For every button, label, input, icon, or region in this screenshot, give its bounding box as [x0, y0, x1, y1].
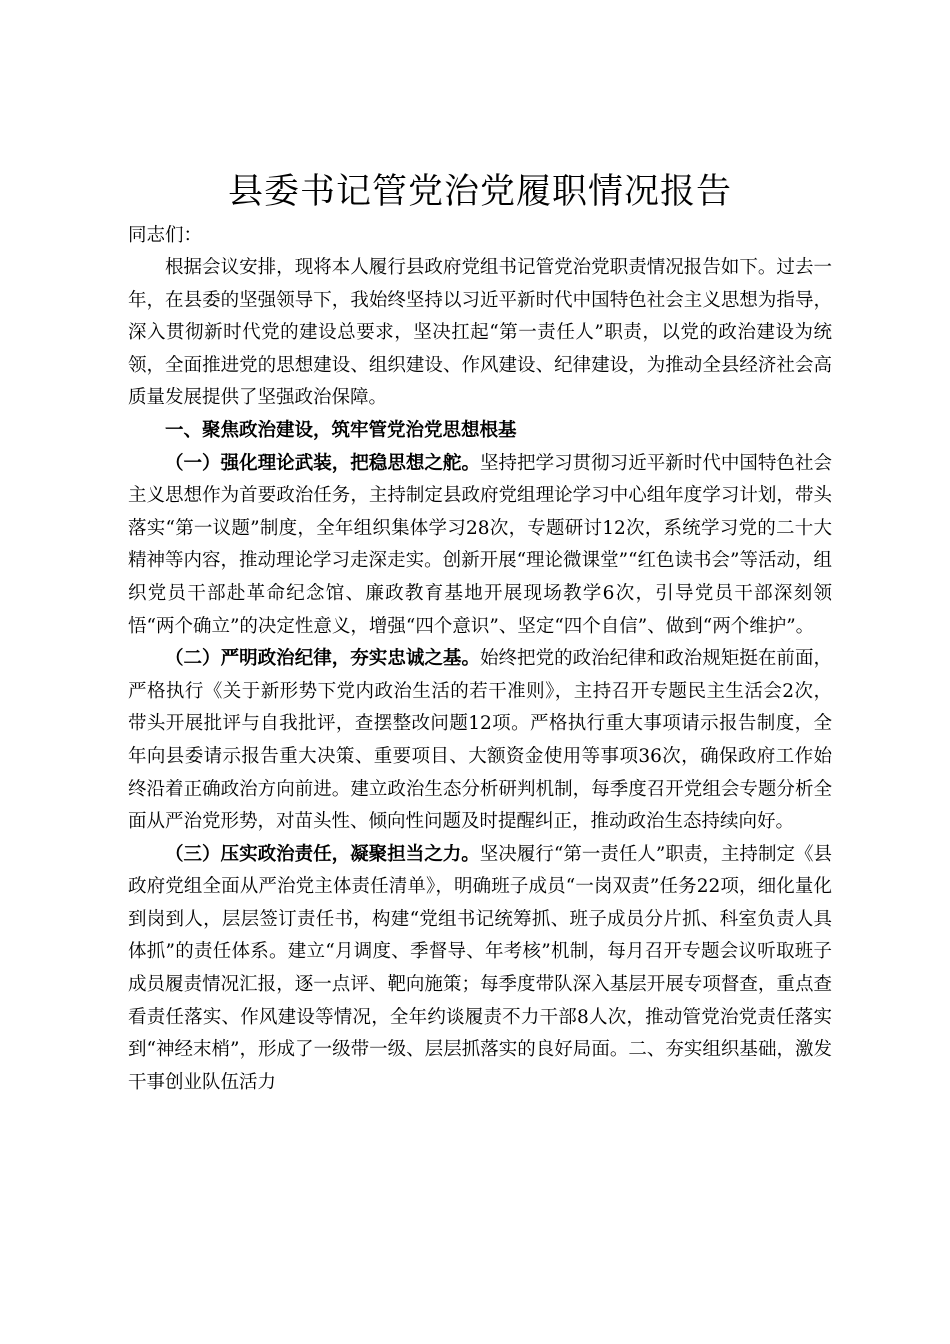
subsection-lead: （二）严明政治纪律，夯实忠诚之基。: [165, 648, 480, 670]
salutation: 同志们：: [128, 225, 203, 246]
subsection-paragraph: [128, 839, 832, 1100]
subsection-body: 始终把党的政治纪律和政治规矩挺在前面，严格执行《关于新形势下党内政治生活的若干准则》，主持召开专题民主生活会2次，带头开展批评与自我批评，查摆整改问题12项。严格执行重大事项请示报告制度，全年向县委请示报告重大决策、重要项目、大额资金使用等事项36次，确保政府工作始终沿着正确政治方向前进。建立政治生态分析研判机制，每季度召开党组会专题分析全面从严治党形势，对苗头性、倾向性问题及时提醒纠正，推动政治生态持续向好。: [128, 648, 832, 833]
document-title: 县委书记管党治党履职情况报告: [227, 172, 732, 212]
document-page: [128, 168, 832, 1099]
subsection-lead: （一）强化理论武装，把稳思想之舵。: [165, 452, 480, 474]
subsection-body: 坚决履行“第一责任人”职责，主持制定《县政府党组全面从严治党主体责任清单》，明确班子成员“一岗双责”任务22项，细化量化到岗到人，层层签订责任书，构建“党组书记统筹抓、班子成员分片抓、科室负责人具体抓”的责任体系。建立“月调度、季督导、年考核”机制，每月召开专题会议听取班子成员履责情况汇报，逐一点评、靶向施策；每季度带队深入基层开展专项督查，重点查看责任落实、作风建设等情况，全年约谈履责不力干部8人次，推动管党治党责任落实到“神经末梢”，形成了一级带一级、层层抓落实的良好局面。二、夯实组织基础，激发干事创业队伍活力: [128, 843, 832, 1093]
subsection-paragraph: [128, 448, 832, 644]
section-heading: 一、聚焦政治建设，筑牢管党治党思想根基: [165, 419, 517, 441]
intro-paragraph: 根据会议安排，现将本人履行县政府党组书记管党治党职责情况报告如下。过去一年，在县委的坚强领导下，我始终坚持以习近平新时代中国特色社会主义思想为指导，深入贯彻新时代党的建设总要求，坚决扛起“第一责任人”职责，以党的政治建设为统领，全面推进党的思想建设、组织建设、作风建设、纪律建设，为推动全县经济社会高质量发展提供了坚强政治保障。: [128, 257, 832, 409]
subsection-lead: （三）压实政治责任，凝聚担当之力。: [165, 843, 480, 865]
subsection-paragraph: [128, 643, 832, 839]
subsection-body: 坚持把学习贯彻习近平新时代中国特色社会主义思想作为首要政治任务，主持制定县政府党组理论学习中心组年度学习计划，带头落实“第一议题”制度，全年组织集体学习28次，专题研讨12次，系统学习党的二十大精神等内容，推动理论学习走深走实。创新开展“理论微课堂”“红色读书会”等活动，组织党员干部赴革命纪念馆、廉政教育基地开展现场教学6次，引导党员干部深刻领悟“两个确立”的决定性意义，增强“四个意识”、坚定“四个自信”、做到“两个维护”。: [128, 452, 832, 637]
